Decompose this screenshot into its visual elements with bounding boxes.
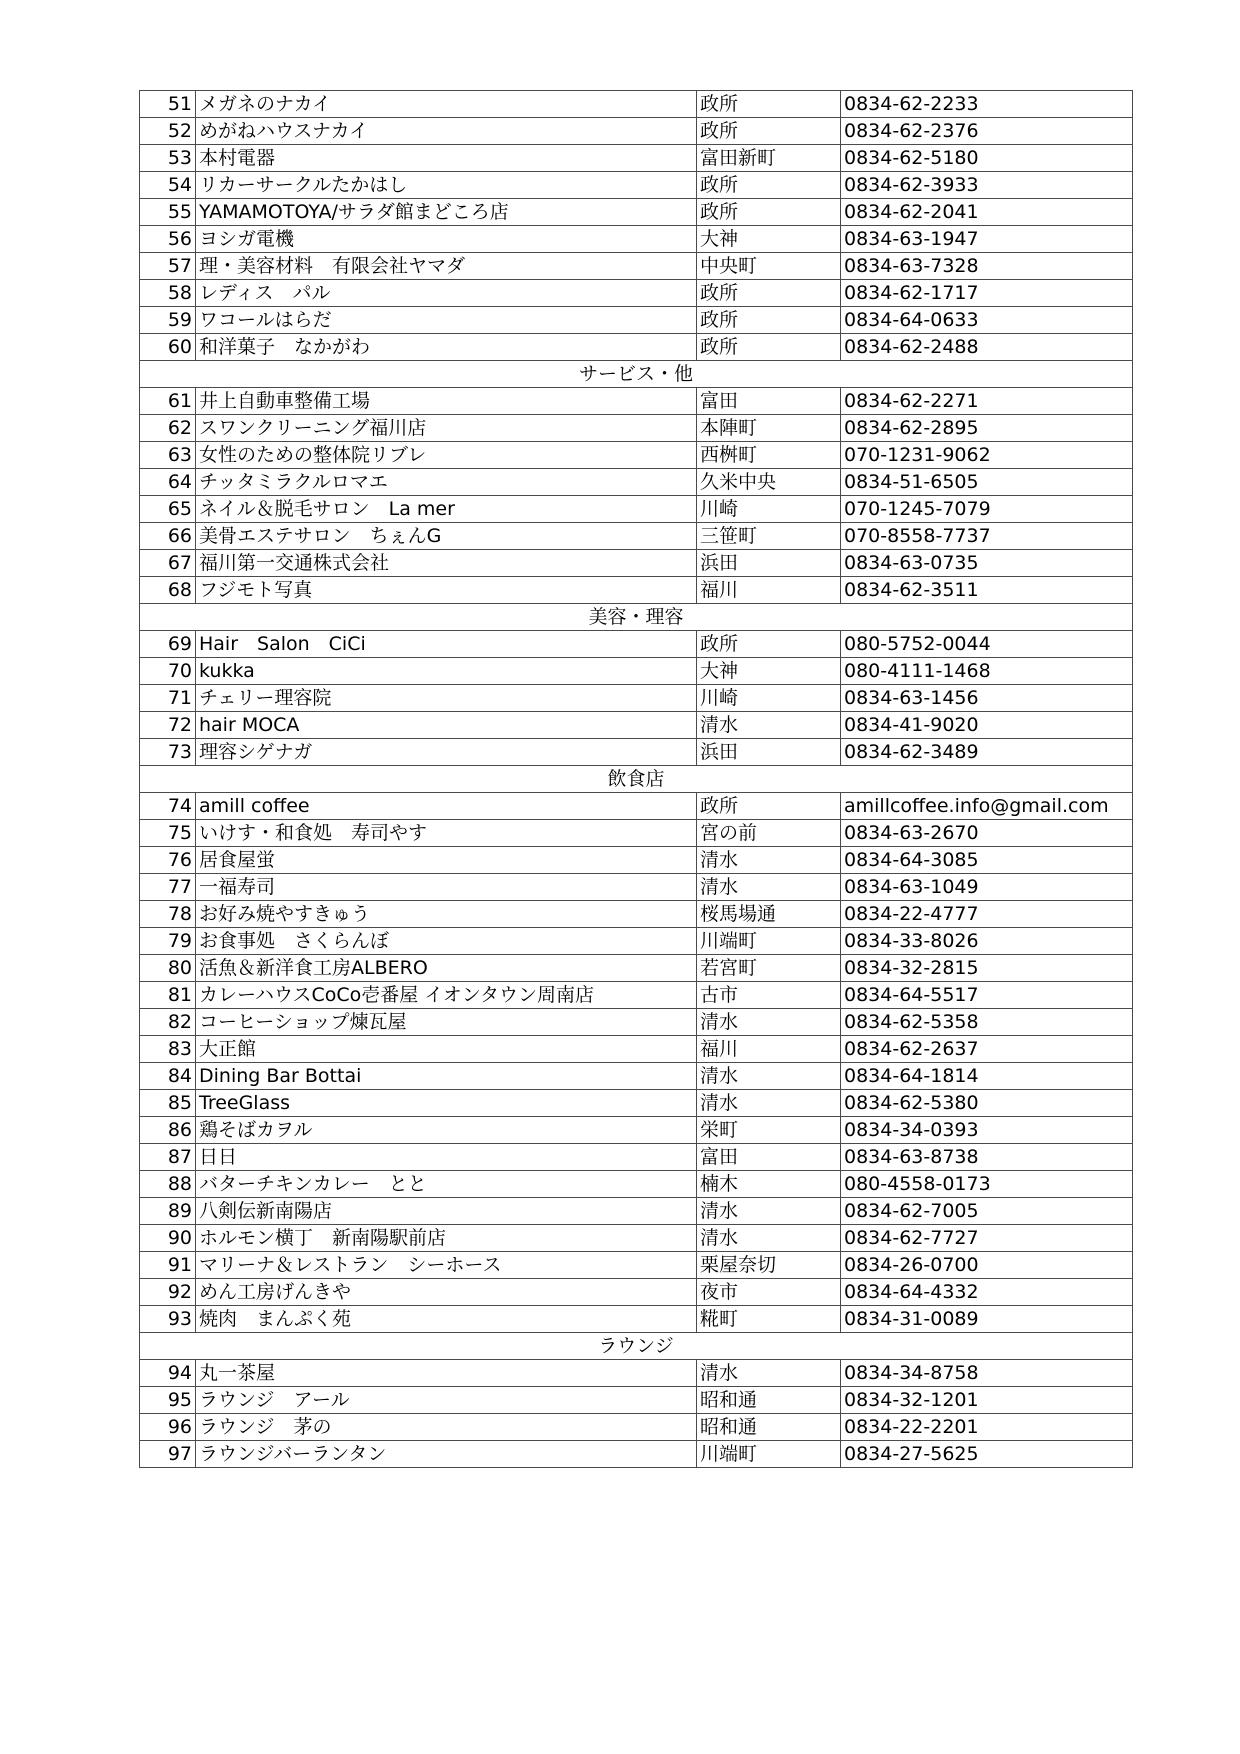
table-row [140, 1441, 1133, 1468]
area-name: 富田新町 [697, 145, 841, 172]
table-row [140, 226, 1133, 253]
shop-name: 焼肉 まんぷく苑 [196, 1306, 697, 1333]
entry-number: 80 [140, 955, 196, 982]
table-row [140, 1036, 1133, 1063]
table-row [140, 793, 1133, 820]
area-name: 清水 [697, 1225, 841, 1252]
area-name: 富田 [697, 1144, 841, 1171]
shop-name: 大正館 [196, 1036, 697, 1063]
area-name: 川端町 [697, 1441, 841, 1468]
entry-number: 54 [140, 172, 196, 199]
table-row [140, 955, 1133, 982]
shop-name: TreeGlass [196, 1090, 697, 1117]
entry-number: 87 [140, 1144, 196, 1171]
shop-name: 丸一茶屋 [196, 1360, 697, 1387]
table-row [140, 496, 1133, 523]
area-name: 清水 [697, 712, 841, 739]
shop-name: いけす・和食処 寿司やす [196, 820, 697, 847]
shop-name: 福川第一交通株式会社 [196, 550, 697, 577]
phone-number: 0834-62-5180 [841, 145, 1133, 172]
area-name: 政所 [697, 307, 841, 334]
table-row [140, 658, 1133, 685]
phone-number: 0834-64-5517 [841, 982, 1133, 1009]
entry-number: 66 [140, 523, 196, 550]
area-name: 古市 [697, 982, 841, 1009]
shop-name: ラウンジ アール [196, 1387, 697, 1414]
table-row [140, 685, 1133, 712]
area-name: 政所 [697, 199, 841, 226]
phone-number: 0834-22-2201 [841, 1414, 1133, 1441]
shop-name: お好み焼やすきゅう [196, 901, 697, 928]
area-name: 政所 [697, 334, 841, 361]
entry-number: 57 [140, 253, 196, 280]
table-row [140, 280, 1133, 307]
area-name: 政所 [697, 118, 841, 145]
entry-number: 53 [140, 145, 196, 172]
table-row [140, 442, 1133, 469]
entry-number: 89 [140, 1198, 196, 1225]
entry-number: 56 [140, 226, 196, 253]
table-row [140, 199, 1133, 226]
shop-name: メガネのナカイ [196, 91, 697, 118]
table-row [140, 1063, 1133, 1090]
shop-name: 八剣伝新南陽店 [196, 1198, 697, 1225]
table-row [140, 1414, 1133, 1441]
entry-number: 71 [140, 685, 196, 712]
table-row [140, 1198, 1133, 1225]
table-row [140, 820, 1133, 847]
phone-number: 0834-63-2670 [841, 820, 1133, 847]
phone-number: 0834-63-1947 [841, 226, 1133, 253]
shop-name: 理・美容材料 有限会社ヤマダ [196, 253, 697, 280]
phone-number: 070-1245-7079 [841, 496, 1133, 523]
area-name: 浜田 [697, 739, 841, 766]
table-row [140, 901, 1133, 928]
entry-number: 85 [140, 1090, 196, 1117]
phone-number: 0834-64-3085 [841, 847, 1133, 874]
table-row [140, 874, 1133, 901]
area-name: 大神 [697, 658, 841, 685]
table-row [140, 1360, 1133, 1387]
area-name: 清水 [697, 1198, 841, 1225]
section-title: ラウンジ [140, 1333, 1133, 1360]
shop-name: 女性のための整体院リブレ [196, 442, 697, 469]
shop-name: バターチキンカレー とと [196, 1171, 697, 1198]
area-name: 大神 [697, 226, 841, 253]
entry-number: 65 [140, 496, 196, 523]
section-title: 飲食店 [140, 766, 1133, 793]
entry-number: 51 [140, 91, 196, 118]
phone-number: 0834-62-7005 [841, 1198, 1133, 1225]
area-name: 宮の前 [697, 820, 841, 847]
shop-name: hair MOCA [196, 712, 697, 739]
area-name: 富田 [697, 388, 841, 415]
table-row [140, 145, 1133, 172]
shop-name: 鶏そばカヲル [196, 1117, 697, 1144]
area-name: 政所 [697, 280, 841, 307]
area-name: 桜馬場通 [697, 901, 841, 928]
phone-number: 080-4111-1468 [841, 658, 1133, 685]
shop-name: Dining Bar Bottai [196, 1063, 697, 1090]
area-name: 清水 [697, 874, 841, 901]
phone-number: 0834-62-5358 [841, 1009, 1133, 1036]
phone-number: 0834-31-0089 [841, 1306, 1133, 1333]
phone-number: amillcoffee.info@gmail.com [841, 793, 1133, 820]
area-name: 清水 [697, 1009, 841, 1036]
entry-number: 91 [140, 1252, 196, 1279]
phone-number: 0834-64-4332 [841, 1279, 1133, 1306]
shop-name: コーヒーショップ煉瓦屋 [196, 1009, 697, 1036]
shop-name: Hair Salon CiCi [196, 631, 697, 658]
phone-number: 0834-63-1049 [841, 874, 1133, 901]
table-body [140, 91, 1133, 1468]
table-row [140, 1009, 1133, 1036]
shop-name: スワンクリーニング福川店 [196, 415, 697, 442]
area-name: 川端町 [697, 928, 841, 955]
area-name: 清水 [697, 847, 841, 874]
phone-number: 0834-51-6505 [841, 469, 1133, 496]
table-row [140, 928, 1133, 955]
shop-name: カレーハウスCoCo壱番屋 イオンタウン周南店 [196, 982, 697, 1009]
shop-name: 活魚＆新洋食工房ALBERO [196, 955, 697, 982]
phone-number: 0834-62-1717 [841, 280, 1133, 307]
section-header-row [140, 1333, 1133, 1360]
entry-number: 72 [140, 712, 196, 739]
entry-number: 61 [140, 388, 196, 415]
shop-name: 美骨エステサロン ちぇんG [196, 523, 697, 550]
entry-number: 77 [140, 874, 196, 901]
entry-number: 75 [140, 820, 196, 847]
phone-number: 0834-32-1201 [841, 1387, 1133, 1414]
table-row [140, 982, 1133, 1009]
phone-number: 0834-22-4777 [841, 901, 1133, 928]
table-row [140, 469, 1133, 496]
shop-name: 居食屋蛍 [196, 847, 697, 874]
area-name: 三笹町 [697, 523, 841, 550]
entry-number: 79 [140, 928, 196, 955]
shop-name: ラウンジ 茅の [196, 1414, 697, 1441]
table-row [140, 712, 1133, 739]
entry-number: 62 [140, 415, 196, 442]
shop-name: amill coffee [196, 793, 697, 820]
phone-number: 0834-62-5380 [841, 1090, 1133, 1117]
phone-number: 0834-62-3511 [841, 577, 1133, 604]
phone-number: 0834-41-9020 [841, 712, 1133, 739]
phone-number: 0834-63-1456 [841, 685, 1133, 712]
phone-number: 0834-62-2233 [841, 91, 1133, 118]
shop-name: めん工房げんきや [196, 1279, 697, 1306]
table-row [140, 1387, 1133, 1414]
area-name: 本陣町 [697, 415, 841, 442]
phone-number: 080-4558-0173 [841, 1171, 1133, 1198]
area-name: 楠木 [697, 1171, 841, 1198]
entry-number: 64 [140, 469, 196, 496]
entry-number: 95 [140, 1387, 196, 1414]
table-row [140, 1252, 1133, 1279]
shop-name: YAMAMOTOYA/サラダ館まどころ店 [196, 199, 697, 226]
shop-name: めがねハウスナカイ [196, 118, 697, 145]
area-name: 政所 [697, 793, 841, 820]
area-name: 浜田 [697, 550, 841, 577]
entry-number: 97 [140, 1441, 196, 1468]
area-name: 清水 [697, 1090, 841, 1117]
phone-number: 0834-64-0633 [841, 307, 1133, 334]
entry-number: 58 [140, 280, 196, 307]
entry-number: 88 [140, 1171, 196, 1198]
entry-number: 70 [140, 658, 196, 685]
area-name: 中央町 [697, 253, 841, 280]
shop-name: kukka [196, 658, 697, 685]
entry-number: 90 [140, 1225, 196, 1252]
phone-number: 0834-32-2815 [841, 955, 1133, 982]
phone-number: 0834-62-3933 [841, 172, 1133, 199]
table-row [140, 1306, 1133, 1333]
area-name: 清水 [697, 1360, 841, 1387]
area-name: 川崎 [697, 685, 841, 712]
table-row [140, 307, 1133, 334]
table-row [140, 253, 1133, 280]
phone-number: 0834-34-0393 [841, 1117, 1133, 1144]
area-name: 政所 [697, 631, 841, 658]
phone-number: 0834-62-2488 [841, 334, 1133, 361]
entry-number: 82 [140, 1009, 196, 1036]
area-name: 政所 [697, 91, 841, 118]
section-header-row [140, 604, 1133, 631]
shop-name: フジモト写真 [196, 577, 697, 604]
area-name: 昭和通 [697, 1414, 841, 1441]
area-name: 西桝町 [697, 442, 841, 469]
entry-number: 81 [140, 982, 196, 1009]
table-row [140, 1117, 1133, 1144]
entry-number: 78 [140, 901, 196, 928]
shop-name: マリーナ＆レストラン シーホース [196, 1252, 697, 1279]
area-name: 糀町 [697, 1306, 841, 1333]
section-title: 美容・理容 [140, 604, 1133, 631]
entry-number: 59 [140, 307, 196, 334]
entry-number: 68 [140, 577, 196, 604]
table-row [140, 334, 1133, 361]
phone-number: 070-8558-7737 [841, 523, 1133, 550]
area-name: 若宮町 [697, 955, 841, 982]
table-row [140, 550, 1133, 577]
shop-name: お食事処 さくらんぼ [196, 928, 697, 955]
entry-number: 60 [140, 334, 196, 361]
phone-number: 0834-27-5625 [841, 1441, 1133, 1468]
shop-name: 一福寿司 [196, 874, 697, 901]
table-row [140, 1090, 1133, 1117]
area-name: 栄町 [697, 1117, 841, 1144]
area-name: 夜市 [697, 1279, 841, 1306]
entry-number: 73 [140, 739, 196, 766]
table-row [140, 1144, 1133, 1171]
table-row [140, 1171, 1133, 1198]
phone-number: 0834-62-2271 [841, 388, 1133, 415]
phone-number: 0834-62-7727 [841, 1225, 1133, 1252]
shop-name: 理容シゲナガ [196, 739, 697, 766]
area-name: 昭和通 [697, 1387, 841, 1414]
shop-name: ヨシガ電機 [196, 226, 697, 253]
area-name: 政所 [697, 172, 841, 199]
table-row [140, 523, 1133, 550]
phone-number: 0834-62-2637 [841, 1036, 1133, 1063]
area-name: 川崎 [697, 496, 841, 523]
entry-number: 76 [140, 847, 196, 874]
phone-number: 080-5752-0044 [841, 631, 1133, 658]
shop-name: ネイル＆脱毛サロン La mer [196, 496, 697, 523]
entry-number: 52 [140, 118, 196, 145]
entry-number: 55 [140, 199, 196, 226]
phone-number: 0834-63-0735 [841, 550, 1133, 577]
entry-number: 94 [140, 1360, 196, 1387]
section-title: サービス・他 [140, 361, 1133, 388]
phone-number: 0834-63-7328 [841, 253, 1133, 280]
shop-directory-table [139, 90, 1133, 1468]
entry-number: 69 [140, 631, 196, 658]
table-row [140, 388, 1133, 415]
section-header-row [140, 766, 1133, 793]
shop-name: 和洋菓子 なかがわ [196, 334, 697, 361]
phone-number: 0834-33-8026 [841, 928, 1133, 955]
area-name: 福川 [697, 577, 841, 604]
entry-number: 93 [140, 1306, 196, 1333]
shop-name: 本村電器 [196, 145, 697, 172]
area-name: 福川 [697, 1036, 841, 1063]
table-row [140, 577, 1133, 604]
shop-name: ホルモン横丁 新南陽駅前店 [196, 1225, 697, 1252]
shop-name: レディス パル [196, 280, 697, 307]
area-name: 久米中央 [697, 469, 841, 496]
section-header-row [140, 361, 1133, 388]
phone-number: 0834-64-1814 [841, 1063, 1133, 1090]
entry-number: 74 [140, 793, 196, 820]
entry-number: 67 [140, 550, 196, 577]
phone-number: 0834-63-8738 [841, 1144, 1133, 1171]
phone-number: 0834-62-3489 [841, 739, 1133, 766]
table-row [140, 172, 1133, 199]
phone-number: 0834-62-2895 [841, 415, 1133, 442]
table-row [140, 631, 1133, 658]
shop-name: 井上自動車整備工場 [196, 388, 697, 415]
table-row [140, 91, 1133, 118]
table-row [140, 1279, 1133, 1306]
phone-number: 0834-62-2376 [841, 118, 1133, 145]
entry-number: 96 [140, 1414, 196, 1441]
table-row [140, 415, 1133, 442]
area-name: 栗屋奈切 [697, 1252, 841, 1279]
entry-number: 84 [140, 1063, 196, 1090]
entry-number: 86 [140, 1117, 196, 1144]
shop-name: ラウンジバーランタン [196, 1441, 697, 1468]
entry-number: 92 [140, 1279, 196, 1306]
shop-name: リカーサークルたかはし [196, 172, 697, 199]
entry-number: 63 [140, 442, 196, 469]
shop-name: チッタミラクルロマエ [196, 469, 697, 496]
shop-name: ワコールはらだ [196, 307, 697, 334]
table-row [140, 739, 1133, 766]
table-row [140, 1225, 1133, 1252]
area-name: 清水 [697, 1063, 841, 1090]
shop-name: 日日 [196, 1144, 697, 1171]
phone-number: 070-1231-9062 [841, 442, 1133, 469]
table-row [140, 118, 1133, 145]
phone-number: 0834-62-2041 [841, 199, 1133, 226]
document-page [139, 90, 1130, 1468]
shop-name: チェリー理容院 [196, 685, 697, 712]
phone-number: 0834-26-0700 [841, 1252, 1133, 1279]
phone-number: 0834-34-8758 [841, 1360, 1133, 1387]
table-row [140, 847, 1133, 874]
entry-number: 83 [140, 1036, 196, 1063]
